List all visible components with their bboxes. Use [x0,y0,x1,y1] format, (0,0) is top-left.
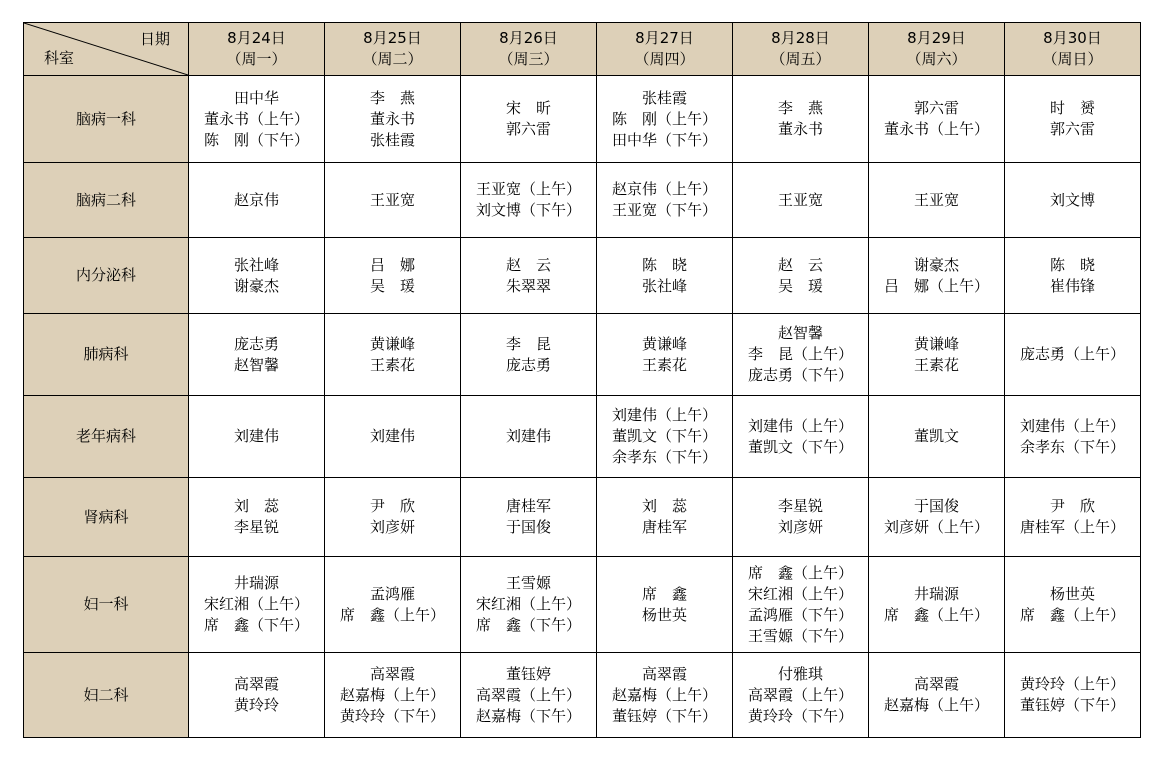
schedule-row [24,396,1141,478]
doctor-entry: 董永书（上午） [203,109,309,128]
schedule-row [24,238,1141,314]
day-header [1005,23,1141,76]
doctor-entry: 陈 刚（上午） [611,109,717,128]
department-name: 肺病科 [24,314,189,396]
duty-schedule-table [23,22,1141,738]
doctor-entry: 董永书（上午） [883,120,989,138]
duty-cell [325,653,461,738]
duty-cell [325,557,461,653]
doctor-entry: 吴 瑗 [369,276,415,295]
doctor-entry: 高翠霞 [641,664,687,683]
doctor-entry: 田中华 [233,88,279,107]
doctor-entry: 董永书 [369,109,415,128]
doctor-entry: 刘彦妍（上午） [883,518,989,536]
doctor-entry: 庞志勇 [233,334,279,353]
doctor-entry: 杨世英 [641,605,687,624]
doctor-entry: 高翠霞 [369,664,415,683]
doctor-entry: 王素花 [641,355,687,374]
doctor-entry: 席 鑫 [641,584,687,603]
doctor-entry: 黄谦峰 [369,334,415,353]
duty-cell [325,163,461,238]
doctor-entry: 崔伟锋 [1049,276,1095,295]
duty-cell [869,314,1005,396]
doctor-entry: 王亚宽 [777,190,823,209]
duty-cell [1005,238,1141,314]
doctor-entry: 王雪嫄 [505,574,551,592]
day-header [325,23,461,76]
schedule-row [24,76,1141,163]
doctor-entry: 李 燕 [369,88,415,107]
duty-cell [189,557,325,653]
doctor-entry: 宋红湘（上午） [475,595,581,613]
doctor-entry: 宋红湘（上午） [747,584,853,603]
doctor-entry: 唐桂军 [505,497,551,515]
doctor-entry: 董钰婷 [505,664,551,683]
doctor-entry: 李星锐 [777,497,823,515]
doctor-entry: 吕 娜 [369,255,415,274]
day-header [461,23,597,76]
doctor-entry: 于国俊 [913,497,959,515]
day-weekday: （周六） [906,50,967,68]
duty-cell [1005,76,1141,163]
duty-cell [869,653,1005,738]
day-weekday: （周日） [1042,50,1103,68]
duty-cell [733,76,869,163]
doctor-entry: 杨世英 [1049,584,1095,603]
doctor-entry: 时 赟 [1049,99,1095,117]
doctor-entry: 郭六雷 [913,99,959,117]
doctor-entry: 李 昆（上午） [747,345,853,363]
duty-cell [733,557,869,653]
doctor-entry: 席 鑫（上午） [339,605,445,624]
doctor-entry: 庞志勇（下午） [747,366,853,384]
doctor-entry: 余孝东（下午） [611,448,717,466]
doctor-entry: 席 鑫（下午） [475,616,581,634]
department-name: 脑病一科 [24,76,189,163]
doctor-entry: 黄玲玲 [233,696,279,714]
doctor-entry: 赵京伟 [233,190,279,209]
day-date: 8月24日 [227,29,286,47]
schedule-row [24,314,1141,396]
doctor-entry: 王亚宽 [913,190,959,209]
department-name: 妇一科 [24,557,189,653]
doctor-entry: 黄谦峰 [913,334,959,353]
day-header [189,23,325,76]
duty-cell [869,238,1005,314]
duty-cell [733,396,869,478]
schedule-row [24,163,1141,238]
doctor-entry: 张社峰 [233,255,279,274]
doctor-entry: 宋红湘（上午） [203,595,309,613]
date-axis-label: 日期 [139,30,170,48]
day-header [869,23,1005,76]
doctor-entry: 谢豪杰 [233,276,279,295]
doctor-entry: 吴 瑗 [777,276,823,295]
doctor-entry: 田中华（下午） [611,130,717,149]
header-row [24,23,1141,76]
day-weekday: （周四） [634,50,695,68]
doctor-entry: 赵嘉梅（上午） [883,696,989,714]
doctor-entry: 王素花 [913,355,959,374]
doctor-entry: 高翠霞 [913,675,959,693]
department-name: 妇二科 [24,653,189,738]
duty-cell [597,238,733,314]
day-date: 8月29日 [907,29,966,47]
doctor-entry: 唐桂军（上午） [1019,518,1125,536]
doctor-entry: 陈 晓 [641,255,687,274]
duty-cell [597,653,733,738]
day-date: 8月30日 [1043,29,1102,47]
day-weekday: （周五） [770,50,831,68]
doctor-entry: 庞志勇（上午） [1019,345,1125,363]
doctor-entry: 尹 欣 [369,497,415,515]
doctor-entry: 刘文博（下午） [475,201,581,219]
duty-cell [1005,163,1141,238]
doctor-entry: 张桂霞 [369,130,415,149]
doctor-entry: 刘建伟（上午） [611,406,717,424]
doctor-entry: 高翠霞（上午） [475,685,581,704]
duty-cell [461,478,597,557]
doctor-entry: 高翠霞（上午） [747,685,853,704]
department-name: 脑病二科 [24,163,189,238]
schedule-body [24,76,1141,738]
doctor-entry: 刘彦妍 [369,518,415,536]
duty-cell [461,396,597,478]
duty-cell [461,557,597,653]
department-name: 肾病科 [24,478,189,557]
duty-cell [189,163,325,238]
duty-cell [189,238,325,314]
duty-cell [1005,478,1141,557]
day-weekday: （周三） [498,50,559,68]
day-header [733,23,869,76]
doctor-entry: 席 鑫（上午） [1019,605,1125,624]
doctor-entry: 李星锐 [233,518,279,536]
duty-cell [461,314,597,396]
duty-cell [1005,396,1141,478]
doctor-entry: 黄玲玲（下午） [339,706,445,725]
doctor-entry: 陈 刚（下午） [203,130,309,149]
doctor-entry: 赵智馨 [233,355,279,374]
duty-cell [869,557,1005,653]
doctor-entry: 李 燕 [777,99,823,117]
duty-cell [597,76,733,163]
doctor-entry: 王素花 [369,355,415,374]
duty-cell [325,76,461,163]
duty-cell [869,76,1005,163]
duty-cell [325,314,461,396]
doctor-entry: 孟鸿雁（下午） [747,605,853,624]
doctor-entry: 刘 蕊 [233,497,279,515]
duty-cell [597,396,733,478]
doctor-entry: 高翠霞 [233,675,279,693]
duty-cell [189,314,325,396]
duty-cell [189,478,325,557]
doctor-entry: 董凯文（下午） [611,427,717,445]
doctor-entry: 董永书 [777,120,823,138]
duty-cell [733,314,869,396]
duty-cell [325,238,461,314]
doctor-entry: 王亚宽（上午） [475,180,581,198]
duty-cell [733,478,869,557]
doctor-entry: 赵嘉梅（上午） [611,685,717,704]
doctor-entry: 刘建伟（上午） [1019,416,1125,435]
duty-cell [597,478,733,557]
doctor-entry: 赵智馨 [777,324,823,342]
doctor-entry: 董钰婷（下午） [1019,696,1125,714]
doctor-entry: 董凯文（下午） [747,437,853,456]
doctor-entry: 孟鸿雁 [369,584,415,603]
duty-cell [1005,557,1141,653]
duty-cell [733,163,869,238]
duty-cell [1005,653,1141,738]
doctor-entry: 于国俊 [505,518,551,536]
day-date: 8月25日 [363,29,422,47]
doctor-entry: 吕 娜（上午） [883,276,989,295]
schedule-row [24,478,1141,557]
doctor-entry: 赵 云 [505,255,551,274]
day-date: 8月26日 [499,29,558,47]
duty-cell [869,163,1005,238]
doctor-entry: 张社峰 [641,276,687,295]
doctor-entry: 王亚宽 [369,190,415,209]
schedule-row [24,557,1141,653]
doctor-entry: 赵嘉梅（上午） [339,685,445,704]
doctor-entry: 王亚宽（下午） [611,201,717,219]
schedule-row [24,653,1141,738]
department-name: 内分泌科 [24,238,189,314]
doctor-entry: 庞志勇 [505,355,551,374]
day-weekday: （周一） [226,50,287,68]
doctor-entry: 刘文博 [1049,190,1095,209]
doctor-entry: 赵嘉梅（下午） [475,706,581,725]
duty-cell [869,478,1005,557]
duty-cell [461,76,597,163]
doctor-entry: 王雪嫄（下午） [747,626,853,645]
doctor-entry: 唐桂军 [641,518,687,536]
doctor-entry: 黄玲玲（上午） [1019,675,1125,693]
doctor-entry: 李 昆 [505,334,551,353]
doctor-entry: 董凯文 [913,427,959,445]
doctor-entry: 赵 云 [777,255,823,274]
doctor-entry: 郭六雷 [1049,120,1095,138]
doctor-entry: 席 鑫（上午） [747,563,853,582]
doctor-entry: 井瑞源 [913,584,959,603]
day-date: 8月27日 [635,29,694,47]
duty-cell [325,478,461,557]
duty-cell [189,396,325,478]
department-axis-label: 科室 [44,49,75,67]
doctor-entry: 郭六雷 [505,120,551,138]
doctor-entry: 谢豪杰 [913,255,959,274]
doctor-entry: 付雅琪 [777,664,823,683]
doctor-entry: 余孝东（下午） [1019,437,1125,456]
doctor-entry: 刘彦妍 [777,518,823,536]
duty-cell [461,238,597,314]
doctor-entry: 陈 晓 [1049,255,1095,274]
doctor-entry: 黄玲玲（下午） [747,706,853,725]
doctor-entry: 尹 欣 [1049,497,1095,515]
doctor-entry: 刘建伟 [233,427,279,445]
doctor-entry: 宋 昕 [505,99,551,117]
doctor-entry: 赵京伟（上午） [611,180,717,198]
doctor-entry: 井瑞源 [233,574,279,592]
duty-cell [189,76,325,163]
department-name: 老年病科 [24,396,189,478]
day-header [597,23,733,76]
duty-cell [597,557,733,653]
doctor-entry: 朱翠翠 [505,276,551,295]
corner-header-cell [24,23,189,76]
duty-cell [325,396,461,478]
duty-cell [1005,314,1141,396]
doctor-entry: 张桂霞 [641,88,687,107]
duty-cell [189,653,325,738]
doctor-entry: 刘建伟 [369,427,415,445]
day-date: 8月28日 [771,29,830,47]
doctor-entry: 刘建伟（上午） [747,416,853,435]
duty-cell [597,163,733,238]
duty-cell [461,163,597,238]
duty-cell [869,396,1005,478]
doctor-entry: 席 鑫（下午） [203,616,309,634]
doctor-entry: 董钰婷（下午） [611,706,717,725]
duty-cell [597,314,733,396]
duty-cell [733,238,869,314]
doctor-entry: 刘建伟 [505,427,551,445]
duty-cell [461,653,597,738]
day-weekday: （周二） [362,50,423,68]
doctor-entry: 刘 蕊 [641,497,687,515]
duty-cell [733,653,869,738]
doctor-entry: 席 鑫（上午） [883,605,989,624]
doctor-entry: 黄谦峰 [641,334,687,353]
